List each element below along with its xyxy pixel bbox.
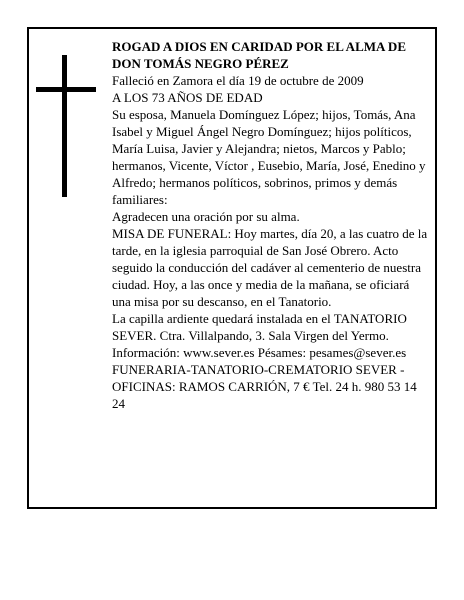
age-line: A LOS 73 AÑOS DE EDAD xyxy=(112,90,263,105)
thanks-line: Agradecen una oración por su alma. xyxy=(112,209,300,224)
family-list: Su esposa, Manuela Domínguez López; hijos, Tomás, Ana Isabel y Miguel Ángel Negro Domínguez; hijos políticos, María Luisa, Javier y Alejandra; nietos, Marcos y Pablo; hermanos, Vicente, Víctor , Eusebio, María, José, Enedino y Alfredo; hermanos políticos, sobrinos, primos y demás familiares: xyxy=(112,107,426,207)
contact-info: Información: www.sever.es Pésames: pesames@sever.es xyxy=(112,345,407,360)
obituary-headline: ROGAD A DIOS EN CARIDAD POR EL ALMA DE DON TOMÁS NEGRO PÉREZ xyxy=(112,39,406,71)
funeral-home-info: FUNERARIA-TANATORIO-CREMATORIO SEVER - OFICINAS: RAMOS CARRIÓN, 7 € Tel. 24 h. 980 53 14 24 xyxy=(112,362,417,411)
cross-horizontal-bar xyxy=(36,87,96,92)
obituary-text xyxy=(112,38,430,412)
funeral-mass-details: MISA DE FUNERAL: Hoy martes, día 20, a las cuatro de la tarde, en la iglesia parroquial de San José Obrero. Acto seguido la conducción del cadáver al cementerio de nuestra ciudad. Hoy, a las once y media de la mañana, se oficiará una misa por su descanso, en el Tanatorio. xyxy=(112,226,428,309)
death-date-line: Falleció en Zamora el día 19 de octubre de 2009 xyxy=(112,73,364,88)
cross-vertical-bar xyxy=(62,55,67,197)
chapel-details: La capilla ardiente quedará instalada en el TANATORIO SEVER. Ctra. Villalpando, 3. Sala Virgen del Yermo. xyxy=(112,311,407,343)
latin-cross-icon xyxy=(36,55,96,197)
